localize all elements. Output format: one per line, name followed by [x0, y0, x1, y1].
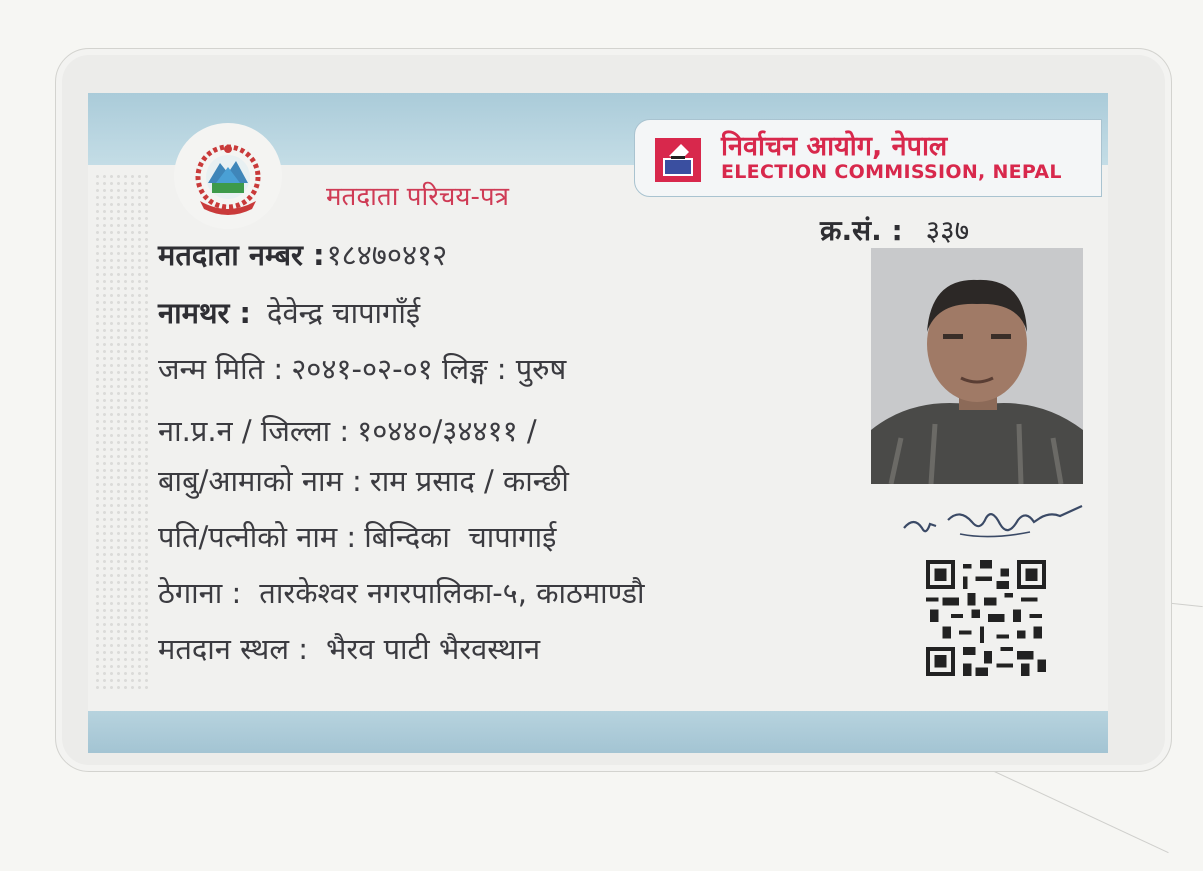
parents-value: राम प्रसाद / कान्छी: [369, 464, 569, 498]
ballot-box-icon: [655, 138, 701, 182]
full-name-label: नामथर :: [158, 296, 252, 330]
parents-row: [158, 461, 569, 500]
polling-place-row: [158, 629, 540, 668]
serial-value: ३३७: [925, 214, 970, 247]
polling-place-value: भैरव पाटी भैरवस्थान: [325, 632, 541, 666]
polling-place-label: मतदान स्थल :: [158, 632, 308, 666]
serial-label: क्र.सं. :: [820, 214, 903, 247]
voter-number-row: [158, 235, 447, 274]
qr-code-icon: [926, 560, 1046, 676]
commission-name-english: ELECTION COMMISSION, NEPAL: [721, 161, 1062, 183]
birth-date-gender-value: २०४१-०२-०१ लिङ्ग : पुरुष: [291, 352, 567, 386]
birth-date-row: [158, 349, 566, 388]
birth-date-label: जन्म मिति :: [158, 352, 284, 386]
card-bottom-band: [88, 711, 1108, 753]
card-title: मतदाता परिचय-पत्र: [326, 182, 509, 212]
citizenship-label: ना.प्र.न / जिल्ला :: [158, 414, 350, 448]
citizenship-value: १०४४०/३४४११ /: [357, 414, 537, 448]
security-pattern: [94, 173, 148, 693]
spouse-row: [158, 517, 556, 556]
spouse-value: बिन्दिका चापागाई: [364, 520, 557, 554]
voter-number-value: १८४७०४१२: [326, 238, 448, 272]
spouse-label: पति/पत्नीको नाम :: [158, 520, 357, 554]
parents-label: बाबु/आमाको नाम :: [158, 464, 362, 498]
commission-name-nepali: निर्वाचन आयोग, नेपाल: [721, 131, 948, 162]
voter-id-card: [88, 93, 1108, 753]
signature-icon: [900, 498, 1085, 548]
portrait-icon: [871, 248, 1083, 484]
address-row: [158, 573, 645, 612]
full-name-value: देवेन्द्र चापागाँई: [267, 296, 421, 330]
address-value: तारकेश्वर नगरपालिका-५, काठमाण्डौ: [259, 576, 645, 610]
address-label: ठेगाना :: [158, 576, 242, 610]
full-name-row: [158, 293, 420, 332]
commission-header: [634, 119, 1102, 197]
nepal-emblem-icon: [186, 137, 270, 221]
citizenship-row: [158, 411, 537, 450]
holder-photo: [871, 248, 1083, 484]
serial-number: [820, 211, 969, 249]
voter-number-label: मतदाता नम्बर :: [158, 238, 325, 272]
